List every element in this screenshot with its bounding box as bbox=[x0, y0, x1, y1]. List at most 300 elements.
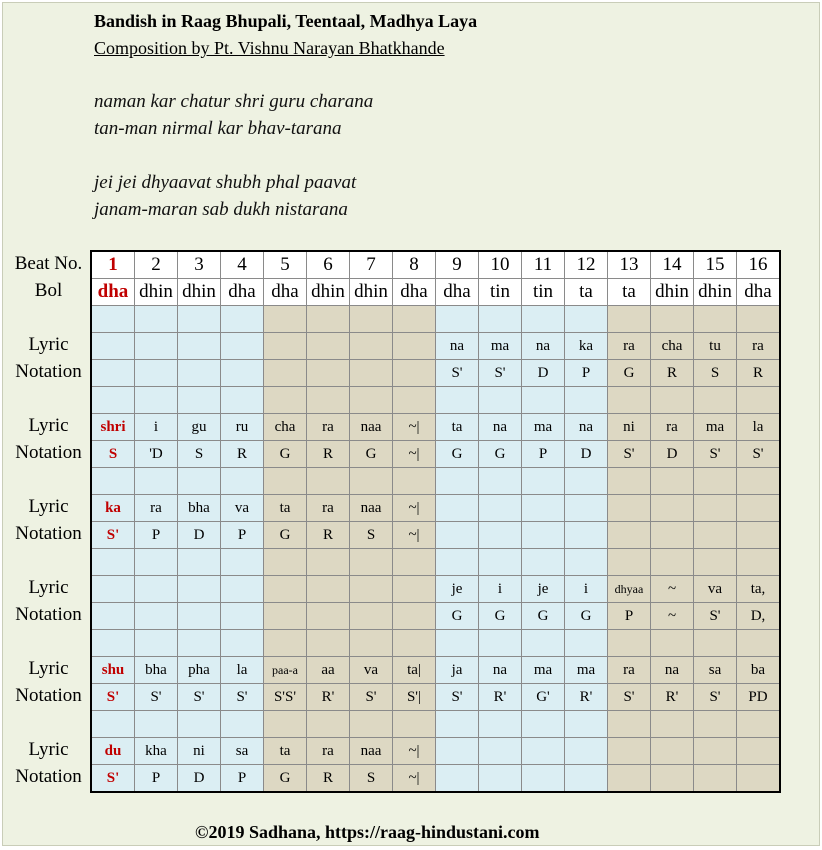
blank-cell bbox=[479, 549, 522, 576]
blank-cell bbox=[264, 468, 307, 495]
blank-cell bbox=[651, 468, 694, 495]
notation-cell bbox=[522, 522, 565, 549]
blank-cell bbox=[91, 387, 135, 414]
notation-cell: S bbox=[350, 765, 393, 793]
notation-cell bbox=[694, 522, 737, 549]
notation-cell bbox=[565, 522, 608, 549]
notation-cell: R bbox=[221, 441, 264, 468]
blank-cell bbox=[608, 387, 651, 414]
notation-cell: S bbox=[91, 441, 135, 468]
notation-cell bbox=[479, 522, 522, 549]
bol-cell: tin bbox=[479, 279, 522, 306]
lyric-cell bbox=[135, 576, 178, 603]
lyric-cell: i bbox=[565, 576, 608, 603]
blank-cell bbox=[522, 630, 565, 657]
blank-cell bbox=[264, 549, 307, 576]
notation-cell bbox=[178, 360, 221, 387]
beat-row bbox=[91, 251, 780, 279]
lyric-cell bbox=[264, 333, 307, 360]
notation-cell: R bbox=[307, 522, 350, 549]
lyric-cell bbox=[393, 333, 436, 360]
notation-cell bbox=[565, 765, 608, 793]
notation-cell: S' bbox=[608, 441, 651, 468]
blank-cell bbox=[135, 468, 178, 495]
blank-cell bbox=[737, 468, 781, 495]
lyric-cell: ma bbox=[522, 414, 565, 441]
lyric-cell: dhyaa bbox=[608, 576, 651, 603]
lyric-cell: ni bbox=[608, 414, 651, 441]
notation-cell bbox=[393, 603, 436, 630]
lyric-cell: cha bbox=[651, 333, 694, 360]
notation-cell: G bbox=[608, 360, 651, 387]
blank-cell bbox=[264, 711, 307, 738]
poem-line-1: naman kar chatur shri guru charana bbox=[94, 91, 374, 112]
notation-cell bbox=[264, 360, 307, 387]
lyric-cell bbox=[694, 495, 737, 522]
row-label-notation: Notation bbox=[15, 442, 82, 463]
blank-cell bbox=[651, 630, 694, 657]
blank-cell bbox=[221, 306, 264, 333]
lyric-cell: ma bbox=[694, 414, 737, 441]
blank-cell bbox=[436, 711, 479, 738]
notation-cell: D bbox=[565, 441, 608, 468]
row-label-notation: Notation bbox=[15, 523, 82, 544]
notation-cell bbox=[737, 765, 781, 793]
blank-cell bbox=[479, 387, 522, 414]
bol-cell: dha bbox=[436, 279, 479, 306]
lyric-cell bbox=[479, 738, 522, 765]
lyric-cell: ra bbox=[737, 333, 781, 360]
notation-cell: R bbox=[307, 441, 350, 468]
lyric-cell bbox=[565, 495, 608, 522]
notation-cell bbox=[135, 360, 178, 387]
notation-cell bbox=[436, 765, 479, 793]
lyric-cell: ta bbox=[436, 414, 479, 441]
blank-cell bbox=[307, 387, 350, 414]
notation-cell: G bbox=[479, 603, 522, 630]
blank-cell bbox=[565, 711, 608, 738]
blank-cell bbox=[393, 387, 436, 414]
lyric-cell: na bbox=[479, 657, 522, 684]
blank-row bbox=[91, 549, 780, 576]
lyric-cell: ra bbox=[307, 495, 350, 522]
lyric-cell: ra bbox=[307, 738, 350, 765]
lyric-cell: ma bbox=[565, 657, 608, 684]
bol-cell: dha bbox=[264, 279, 307, 306]
blank-cell bbox=[608, 549, 651, 576]
blank-cell bbox=[307, 630, 350, 657]
blank-cell bbox=[737, 387, 781, 414]
notation-cell bbox=[608, 522, 651, 549]
blank-cell bbox=[135, 711, 178, 738]
row-label-lyric: Lyric bbox=[28, 415, 69, 436]
notation-cell bbox=[307, 360, 350, 387]
bol-cell: dha bbox=[737, 279, 781, 306]
blank-cell bbox=[221, 549, 264, 576]
row-label-notation: Notation bbox=[15, 766, 82, 787]
lyric-cell: ru bbox=[221, 414, 264, 441]
notation-cell bbox=[608, 765, 651, 793]
lyric-cell: tu bbox=[694, 333, 737, 360]
lyric-cell bbox=[479, 495, 522, 522]
blank-cell bbox=[135, 549, 178, 576]
notation-cell: S' bbox=[135, 684, 178, 711]
notation-cell bbox=[651, 765, 694, 793]
lyric-cell: ta bbox=[264, 495, 307, 522]
lyric-cell: ba bbox=[737, 657, 781, 684]
beat-cell: 10 bbox=[479, 251, 522, 279]
lyric-cell: ma bbox=[479, 333, 522, 360]
blank-row bbox=[91, 306, 780, 333]
blank-cell bbox=[565, 630, 608, 657]
blank-cell bbox=[436, 630, 479, 657]
blank-cell bbox=[565, 387, 608, 414]
notation-cell: P bbox=[221, 765, 264, 793]
blank-cell bbox=[91, 711, 135, 738]
bol-cell: dhin bbox=[178, 279, 221, 306]
notation-cell: P bbox=[221, 522, 264, 549]
notation-cell: R bbox=[737, 360, 781, 387]
blank-cell bbox=[694, 387, 737, 414]
notation-cell bbox=[651, 522, 694, 549]
blank-cell bbox=[694, 468, 737, 495]
composer-credit: Composition by Pt. Vishnu Narayan Bhatkhande bbox=[94, 38, 445, 58]
lyric-cell: naa bbox=[350, 414, 393, 441]
notation-cell: G bbox=[479, 441, 522, 468]
lyric-cell bbox=[221, 576, 264, 603]
lyric-cell: je bbox=[522, 576, 565, 603]
bol-cell: dhin bbox=[135, 279, 178, 306]
notation-cell: D bbox=[178, 522, 221, 549]
lyric-cell: ra bbox=[135, 495, 178, 522]
row-label-notation: Notation bbox=[15, 604, 82, 625]
notation-cell bbox=[91, 360, 135, 387]
blank-cell bbox=[651, 711, 694, 738]
notation-cell: G bbox=[264, 522, 307, 549]
notation-cell: S' bbox=[221, 684, 264, 711]
blank-cell bbox=[479, 306, 522, 333]
notation-cell: S' bbox=[436, 360, 479, 387]
beat-cell: 6 bbox=[307, 251, 350, 279]
notation-cell: G' bbox=[522, 684, 565, 711]
lyric-cell: va bbox=[694, 576, 737, 603]
notation-cell: P bbox=[565, 360, 608, 387]
blank-cell bbox=[436, 468, 479, 495]
bol-cell: dha bbox=[221, 279, 264, 306]
blank-cell bbox=[737, 711, 781, 738]
lyric-cell bbox=[436, 495, 479, 522]
lyric-cell bbox=[91, 333, 135, 360]
lyric-cell: ~| bbox=[393, 414, 436, 441]
notation-cell bbox=[307, 603, 350, 630]
lyric-cell: gu bbox=[178, 414, 221, 441]
blank-cell bbox=[135, 387, 178, 414]
blank-cell bbox=[694, 549, 737, 576]
page-title: Bandish in Raag Bhupali, Teentaal, Madhya Laya bbox=[94, 11, 478, 31]
lyric-cell: ja bbox=[436, 657, 479, 684]
bol-row bbox=[91, 279, 780, 306]
blank-cell bbox=[221, 468, 264, 495]
lyric-cell: bha bbox=[135, 657, 178, 684]
notation-cell: G bbox=[264, 765, 307, 793]
lyric-row bbox=[91, 657, 780, 684]
notation-cell: R' bbox=[307, 684, 350, 711]
lyric-cell: shri bbox=[91, 414, 135, 441]
blank-cell bbox=[178, 468, 221, 495]
lyric-cell: i bbox=[135, 414, 178, 441]
notation-cell: R' bbox=[479, 684, 522, 711]
blank-cell bbox=[91, 549, 135, 576]
notation-cell: S' bbox=[479, 360, 522, 387]
notation-cell: G bbox=[264, 441, 307, 468]
lyric-cell: ~ bbox=[651, 576, 694, 603]
notation-cell: ~ bbox=[651, 603, 694, 630]
lyric-cell bbox=[350, 333, 393, 360]
lyric-cell: naa bbox=[350, 738, 393, 765]
blank-cell bbox=[737, 630, 781, 657]
lyric-cell: va bbox=[221, 495, 264, 522]
notation-cell bbox=[264, 603, 307, 630]
notation-cell bbox=[221, 360, 264, 387]
blank-cell bbox=[221, 630, 264, 657]
blank-cell bbox=[178, 630, 221, 657]
sheet bbox=[2, 2, 820, 846]
lyric-cell: ni bbox=[178, 738, 221, 765]
notation-cell: ~| bbox=[393, 765, 436, 793]
notation-cell: S bbox=[350, 522, 393, 549]
blank-cell bbox=[436, 549, 479, 576]
lyric-cell: sa bbox=[694, 657, 737, 684]
lyric-cell: ~| bbox=[393, 495, 436, 522]
notation-cell bbox=[393, 360, 436, 387]
blank-cell bbox=[522, 306, 565, 333]
blank-cell bbox=[393, 711, 436, 738]
notation-row bbox=[91, 360, 780, 387]
blank-cell bbox=[178, 387, 221, 414]
notation-cell: S' bbox=[694, 684, 737, 711]
poem-line-3: jei jei dhyaavat shubh phal paavat bbox=[94, 172, 357, 193]
lyric-cell: je bbox=[436, 576, 479, 603]
blank-cell bbox=[393, 549, 436, 576]
bol-cell: ta bbox=[608, 279, 651, 306]
blank-cell bbox=[608, 468, 651, 495]
lyric-cell bbox=[436, 738, 479, 765]
blank-cell bbox=[522, 468, 565, 495]
lyric-row bbox=[91, 414, 780, 441]
beat-cell: 11 bbox=[522, 251, 565, 279]
row-label-lyric: Lyric bbox=[28, 496, 69, 517]
blank-cell bbox=[522, 387, 565, 414]
bol-cell: dha bbox=[91, 279, 135, 306]
notation-cell: S' bbox=[91, 522, 135, 549]
blank-cell bbox=[522, 711, 565, 738]
notation-cell: D bbox=[522, 360, 565, 387]
notation-row bbox=[91, 441, 780, 468]
notation-cell: P bbox=[135, 765, 178, 793]
row-label-lyric: Lyric bbox=[28, 334, 69, 355]
blank-cell bbox=[91, 468, 135, 495]
lyric-cell: ka bbox=[565, 333, 608, 360]
lyric-cell: du bbox=[91, 738, 135, 765]
notation-cell: S' bbox=[737, 441, 781, 468]
row-label-beat: Beat No. bbox=[14, 253, 83, 274]
beat-cell: 2 bbox=[135, 251, 178, 279]
notation-cell bbox=[479, 765, 522, 793]
blank-cell bbox=[350, 549, 393, 576]
blank-row bbox=[91, 630, 780, 657]
blank-cell bbox=[264, 630, 307, 657]
beat-cell: 5 bbox=[264, 251, 307, 279]
notation-cell: G bbox=[522, 603, 565, 630]
lyric-cell: ra bbox=[608, 657, 651, 684]
notation-cell: ~| bbox=[393, 522, 436, 549]
blank-cell bbox=[694, 630, 737, 657]
notation-cell: P bbox=[522, 441, 565, 468]
notation-cell: R' bbox=[565, 684, 608, 711]
notation-cell: PD bbox=[737, 684, 781, 711]
row-label-bol: Bol bbox=[34, 280, 63, 301]
blank-cell bbox=[608, 306, 651, 333]
notation-cell: S' bbox=[694, 603, 737, 630]
notation-cell bbox=[221, 603, 264, 630]
notation-cell bbox=[350, 360, 393, 387]
notation-cell: D bbox=[178, 765, 221, 793]
lyric-cell bbox=[178, 576, 221, 603]
lyric-cell bbox=[651, 738, 694, 765]
notation-cell: R bbox=[307, 765, 350, 793]
lyric-cell: la bbox=[737, 414, 781, 441]
notation-cell: G bbox=[350, 441, 393, 468]
lyric-cell bbox=[651, 495, 694, 522]
row-label-notation: Notation bbox=[15, 685, 82, 706]
lyric-cell: sa bbox=[221, 738, 264, 765]
lyric-cell: ra bbox=[608, 333, 651, 360]
blank-cell bbox=[307, 306, 350, 333]
lyric-cell bbox=[694, 738, 737, 765]
blank-cell bbox=[393, 306, 436, 333]
blank-cell bbox=[436, 306, 479, 333]
lyric-cell: na bbox=[565, 414, 608, 441]
lyric-cell: ~| bbox=[393, 738, 436, 765]
poem-line-2: tan-man nirmal kar bhav-tarana bbox=[94, 118, 342, 139]
blank-cell bbox=[91, 306, 135, 333]
notation-row bbox=[91, 765, 780, 793]
blank-cell bbox=[264, 387, 307, 414]
blank-cell bbox=[350, 387, 393, 414]
lyric-cell: ta, bbox=[737, 576, 781, 603]
beat-cell: 9 bbox=[436, 251, 479, 279]
notation-cell: S' bbox=[694, 441, 737, 468]
bol-cell: dhin bbox=[350, 279, 393, 306]
blank-cell bbox=[393, 630, 436, 657]
blank-row bbox=[91, 711, 780, 738]
blank-cell bbox=[221, 387, 264, 414]
lyric-cell: na bbox=[436, 333, 479, 360]
notation-cell: R' bbox=[651, 684, 694, 711]
blank-cell bbox=[479, 630, 522, 657]
lyric-cell: aa bbox=[307, 657, 350, 684]
notation-cell bbox=[694, 765, 737, 793]
notation-cell: P bbox=[135, 522, 178, 549]
lyric-cell bbox=[522, 738, 565, 765]
blank-cell bbox=[479, 711, 522, 738]
blank-cell bbox=[350, 630, 393, 657]
notation-cell bbox=[522, 765, 565, 793]
notation-cell: G bbox=[565, 603, 608, 630]
blank-row bbox=[91, 468, 780, 495]
blank-cell bbox=[221, 711, 264, 738]
beat-cell: 14 bbox=[651, 251, 694, 279]
beat-cell: 12 bbox=[565, 251, 608, 279]
beat-cell: 7 bbox=[350, 251, 393, 279]
notation-cell bbox=[91, 603, 135, 630]
lyric-cell bbox=[608, 495, 651, 522]
blank-cell bbox=[479, 468, 522, 495]
lyric-row bbox=[91, 333, 780, 360]
blank-cell bbox=[737, 549, 781, 576]
notation-row bbox=[91, 684, 780, 711]
blank-cell bbox=[135, 630, 178, 657]
lyric-row bbox=[91, 495, 780, 522]
row-label-lyric: Lyric bbox=[28, 658, 69, 679]
lyric-cell: ma bbox=[522, 657, 565, 684]
blank-cell bbox=[565, 549, 608, 576]
lyric-cell bbox=[91, 576, 135, 603]
notation-cell: S' bbox=[608, 684, 651, 711]
notation-cell bbox=[135, 603, 178, 630]
beat-cell: 3 bbox=[178, 251, 221, 279]
lyric-cell bbox=[737, 495, 781, 522]
notation-cell bbox=[350, 603, 393, 630]
lyric-cell bbox=[350, 576, 393, 603]
blank-cell bbox=[307, 468, 350, 495]
beat-cell: 4 bbox=[221, 251, 264, 279]
notation-cell: S' bbox=[436, 684, 479, 711]
blank-cell bbox=[350, 711, 393, 738]
blank-cell bbox=[436, 387, 479, 414]
blank-cell bbox=[393, 468, 436, 495]
notation-cell: ~| bbox=[393, 441, 436, 468]
copyright-footer: ©2019 Sadhana, https://raag-hindustani.com bbox=[195, 822, 540, 842]
lyric-cell: i bbox=[479, 576, 522, 603]
notation-table bbox=[90, 250, 781, 793]
lyric-cell: naa bbox=[350, 495, 393, 522]
blank-cell bbox=[178, 549, 221, 576]
lyric-cell: ta| bbox=[393, 657, 436, 684]
lyric-cell: paa-a bbox=[264, 657, 307, 684]
notation-cell: S bbox=[178, 441, 221, 468]
bol-cell: dhin bbox=[694, 279, 737, 306]
poem-line-4: janam-maran sab dukh nistarana bbox=[94, 199, 348, 220]
blank-cell bbox=[178, 306, 221, 333]
lyric-cell: pha bbox=[178, 657, 221, 684]
blank-cell bbox=[91, 630, 135, 657]
blank-cell bbox=[651, 387, 694, 414]
lyric-cell: ta bbox=[264, 738, 307, 765]
bol-cell: dha bbox=[393, 279, 436, 306]
lyric-cell bbox=[393, 576, 436, 603]
notation-cell: S' bbox=[350, 684, 393, 711]
blank-cell bbox=[264, 306, 307, 333]
lyric-cell: na bbox=[479, 414, 522, 441]
notation-cell: S' bbox=[178, 684, 221, 711]
lyric-cell: va bbox=[350, 657, 393, 684]
beat-cell: 1 bbox=[91, 251, 135, 279]
bol-cell: dhin bbox=[651, 279, 694, 306]
blank-cell bbox=[522, 549, 565, 576]
notation-cell bbox=[436, 522, 479, 549]
bol-cell: dhin bbox=[307, 279, 350, 306]
